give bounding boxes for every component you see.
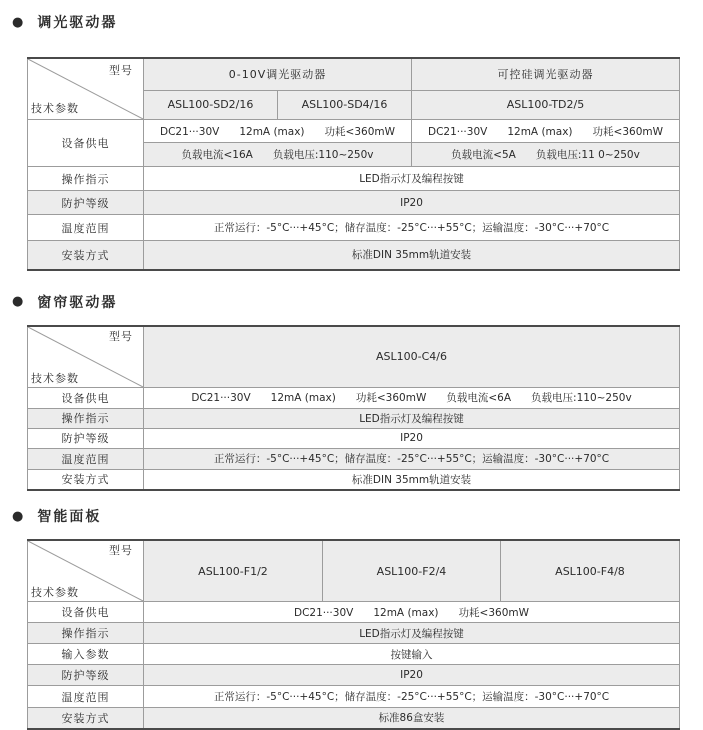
- value-cell: 标准DIN 35mm轨道安装: [144, 469, 680, 490]
- table-row: [28, 665, 680, 686]
- corner-param-label: 技术参数: [31, 102, 79, 115]
- table-row: [28, 191, 680, 215]
- table-row: [28, 644, 680, 665]
- model-cell: ASL100-TD2/5: [412, 90, 680, 119]
- section-title: 智能面板: [37, 509, 102, 525]
- table-row: [28, 686, 680, 708]
- table-row: [28, 215, 680, 241]
- param-label-cell: 温度范围: [28, 686, 144, 708]
- value-cell: IP20: [144, 191, 680, 215]
- value-cell: IP20: [144, 428, 680, 448]
- section-title: 窗帘驱动器: [37, 294, 118, 311]
- table-row: [28, 623, 680, 644]
- model-cell: ASL100-F4/8: [501, 540, 680, 602]
- param-label-cell: 安装方式: [28, 241, 144, 270]
- param-label-cell: 温度范围: [28, 448, 144, 469]
- section-title: 调光驱动器: [37, 15, 118, 31]
- value-cell: LED指示灯及编程按键: [144, 408, 680, 428]
- table-row: [28, 167, 680, 191]
- section-header-dimming-driver: [12, 12, 703, 32]
- value-cell: IP20: [144, 665, 680, 686]
- value-cell: DC21···30V 12mA (max) 功耗<360mW 负载电流<6A 负载电压:110~250v: [144, 387, 680, 408]
- model-cell: ASL100-SD4/16: [278, 90, 412, 119]
- bullet-icon: ●: [12, 508, 24, 524]
- bullet-icon: ●: [12, 14, 24, 30]
- table-row: [28, 120, 680, 143]
- corner-model-label: 型号: [109, 544, 133, 557]
- group-header-cell: 0-10V调光驱动器: [144, 58, 412, 90]
- table-row: [28, 708, 680, 729]
- model-cell: ASL100-SD2/16: [144, 90, 278, 119]
- value-cell: 正常运行：-5°C···+45°C；储存温度：-25°C···+55°C；运输温度：-30°C···+70°C: [144, 215, 680, 241]
- table-row: [28, 241, 680, 270]
- corner-model-label: 型号: [109, 64, 133, 77]
- table-row: [28, 58, 680, 90]
- param-label-cell: 操作指示: [28, 623, 144, 644]
- value-cell: 标准86盒安装: [144, 708, 680, 729]
- corner-model-label: 型号: [109, 329, 133, 343]
- corner-cell: [28, 540, 144, 602]
- table-row: [28, 326, 680, 388]
- table-row: [28, 408, 680, 428]
- param-label-cell: 设备供电: [28, 602, 144, 623]
- model-cell: ASL100-C4/6: [144, 326, 680, 388]
- value-cell: 标准DIN 35mm轨道安装: [144, 241, 680, 270]
- spec-table-smart-panel: [27, 539, 680, 730]
- param-label-cell: 安装方式: [28, 469, 144, 490]
- corner-cell: [28, 326, 144, 388]
- corner-param-label: 技术参数: [31, 371, 79, 385]
- value-cell: 负载电流<16A 负载电压:110~250v: [144, 143, 412, 167]
- corner-cell: [28, 58, 144, 120]
- model-cell: ASL100-F1/2: [144, 540, 323, 602]
- value-cell: DC21···30V 12mA (max) 功耗<360mW: [144, 602, 680, 623]
- section-header-curtain-driver: [12, 292, 703, 312]
- section-header-smart-panel: [12, 506, 703, 526]
- table-row: [28, 387, 680, 408]
- param-label-cell: 操作指示: [28, 408, 144, 428]
- param-label-cell: 输入参数: [28, 644, 144, 665]
- value-cell: DC21···30V 12mA (max) 功耗<360mW: [412, 120, 680, 143]
- table-row: [28, 602, 680, 623]
- param-label-cell: 操作指示: [28, 167, 144, 191]
- param-label-cell: 设备供电: [28, 387, 144, 408]
- value-cell: DC21···30V 12mA (max) 功耗<360mW: [144, 120, 412, 143]
- value-cell: 负载电流<5A 负载电压:11 0~250v: [412, 143, 680, 167]
- value-cell: LED指示灯及编程按键: [144, 167, 680, 191]
- value-cell: 正常运行：-5°C···+45°C；储存温度：-25°C···+55°C；运输温度：-30°C···+70°C: [144, 686, 680, 708]
- table-row: [28, 448, 680, 469]
- param-label-cell: 防护等级: [28, 191, 144, 215]
- param-label-cell: 防护等级: [28, 428, 144, 448]
- table-row: [28, 428, 680, 448]
- spec-table-curtain-driver: [27, 325, 680, 492]
- bullet-icon: ●: [12, 294, 24, 309]
- spec-table-dimming-driver: [27, 57, 680, 271]
- group-header-cell: 可控硅调光驱动器: [412, 58, 680, 90]
- model-cell: ASL100-F2/4: [323, 540, 501, 602]
- table-row: [28, 540, 680, 602]
- param-label-cell: 防护等级: [28, 665, 144, 686]
- param-label-cell: 安装方式: [28, 708, 144, 729]
- value-cell: 正常运行：-5°C···+45°C；储存温度：-25°C···+55°C；运输温度：-30°C···+70°C: [144, 448, 680, 469]
- param-label-cell: 温度范围: [28, 215, 144, 241]
- param-label-cell: 设备供电: [28, 120, 144, 167]
- corner-param-label: 技术参数: [31, 586, 79, 599]
- table-row: [28, 469, 680, 490]
- value-cell: LED指示灯及编程按键: [144, 623, 680, 644]
- value-cell: 按键输入: [144, 644, 680, 665]
